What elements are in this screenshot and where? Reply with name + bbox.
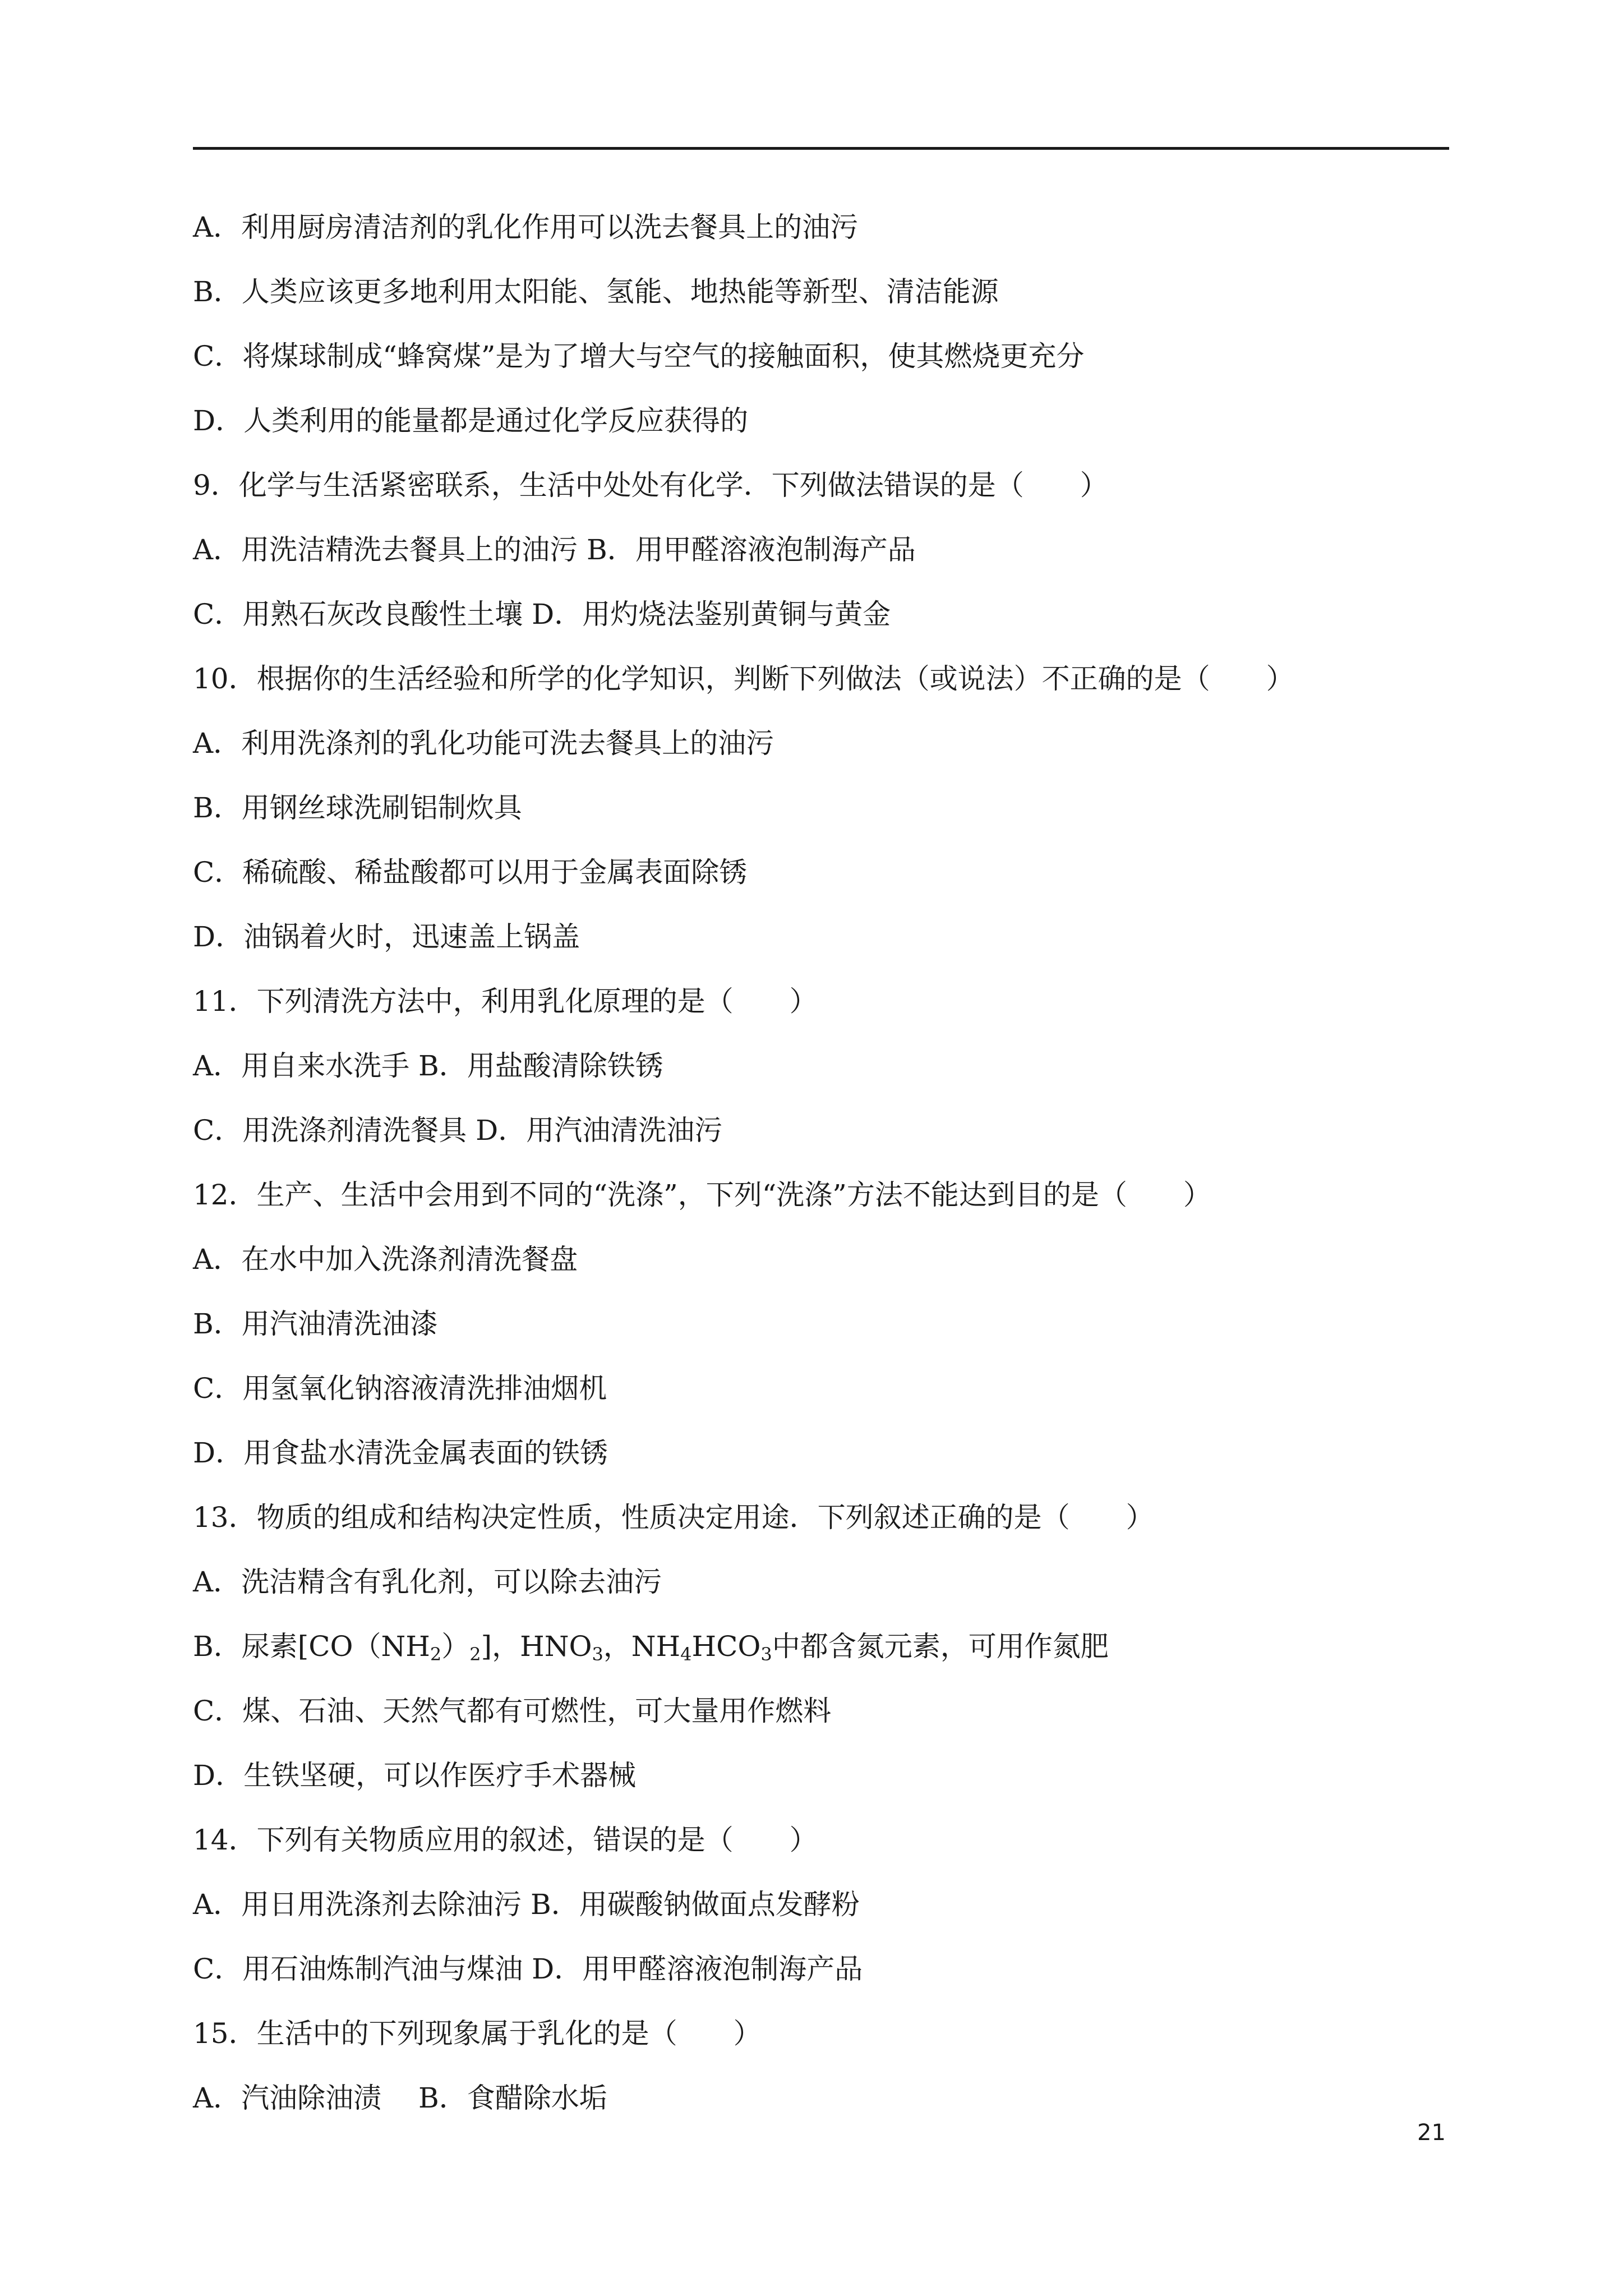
question-9: 9．化学与生活紧密联系，生活中处处有化学．下列做法错误的是（ ）: [193, 469, 1108, 501]
option-10b: B．用钢丝球洗刷铝制炊具: [193, 792, 522, 824]
option-12d: D．用食盐水清洗金属表面的铁锈: [193, 1437, 608, 1469]
option-10d: D．油锅着火时，迅速盖上锅盖: [193, 921, 580, 953]
option-13b-text: HCO: [691, 1630, 761, 1663]
option-13b-text: 中都含氮元素，可用作氮肥: [772, 1630, 1109, 1663]
question-14: 14．下列有关物质应用的叙述，错误的是（ ）: [193, 1824, 818, 1856]
option-13b-text: B．尿素[CO（NH: [193, 1630, 430, 1663]
options-14ab: A．用日用洗涤剂去除油污 B．用碳酸钠做面点发酵粉: [193, 1888, 860, 1921]
options-14cd: C．用石油炼制汽油与煤油 D．用甲醛溶液泡制海产品: [193, 1953, 863, 1985]
question-10: 10．根据你的生活经验和所学的化学知识，判断下列做法（或说法）不正确的是（ ）: [193, 662, 1294, 695]
option-8d: D．人类利用的能量都是通过化学反应获得的: [193, 404, 749, 437]
subscript: 2: [430, 1644, 442, 1665]
header-rule: [193, 147, 1449, 150]
options-11ab: A．用自来水洗手 B．用盐酸清除铁锈: [193, 1050, 663, 1082]
subscript: 3: [760, 1644, 772, 1665]
options-11cd: C．用洗涤剂清洗餐具 D．用汽油清洗油污: [193, 1114, 723, 1147]
option-10a: A．利用洗涤剂的乳化功能可洗去餐具上的油污: [193, 727, 774, 760]
question-11: 11．下列清洗方法中，利用乳化原理的是（ ）: [193, 985, 818, 1018]
option-13d: D．生铁坚硬，可以作医疗手术器械: [193, 1759, 637, 1792]
options-9ab: A．用洗洁精洗去餐具上的油污 B．用甲醛溶液泡制海产品: [193, 533, 916, 566]
option-12c: C．用氢氧化钠溶液清洗排油烟机: [193, 1372, 607, 1405]
option-13c: C．煤、石油、天然气都有可燃性，可大量用作燃料: [193, 1695, 832, 1727]
subscript: 4: [680, 1644, 692, 1665]
option-13b-text: ，NH: [603, 1630, 681, 1663]
option-12a: A．在水中加入洗涤剂清洗餐盘: [193, 1243, 578, 1276]
option-10c: C．稀硫酸、稀盐酸都可以用于金属表面除锈: [193, 856, 748, 889]
option-8c: C．将煤球制成“蜂窝煤”是为了增大与空气的接触面积，使其燃烧更充分: [193, 340, 1085, 372]
question-12: 12．生产、生活中会用到不同的“洗涤”，下列“洗涤”方法不能达到目的是（ ）: [193, 1179, 1211, 1211]
option-13a: A．洗洁精含有乳化剂，可以除去油污: [193, 1566, 662, 1598]
options-9cd: C．用熟石灰改良酸性土壤 D．用灼烧法鉴别黄铜与黄金: [193, 598, 891, 631]
options-15ab: A．汽油除油渍 B．食醋除水垢: [193, 2082, 607, 2114]
option-13b: [193, 1630, 1109, 1663]
subscript: 3: [592, 1644, 603, 1665]
question-15: 15．生活中的下列现象属于乳化的是（ ）: [193, 2017, 762, 2050]
option-13b-text: ）: [441, 1630, 470, 1663]
page-number: 21: [1417, 2120, 1446, 2146]
option-8a: A．利用厨房清洁剂的乳化作用可以洗去餐具上的油污: [193, 211, 859, 243]
subscript: 2: [469, 1644, 481, 1665]
option-8b: B．人类应该更多地利用太阳能、氢能、地热能等新型、清洁能源: [193, 275, 999, 308]
option-13b-text: ]，HNO: [481, 1630, 592, 1663]
question-13: 13．物质的组成和结构决定性质，性质决定用途．下列叙述正确的是（ ）: [193, 1501, 1154, 1534]
option-12b: B．用汽油清洗油漆: [193, 1308, 438, 1340]
